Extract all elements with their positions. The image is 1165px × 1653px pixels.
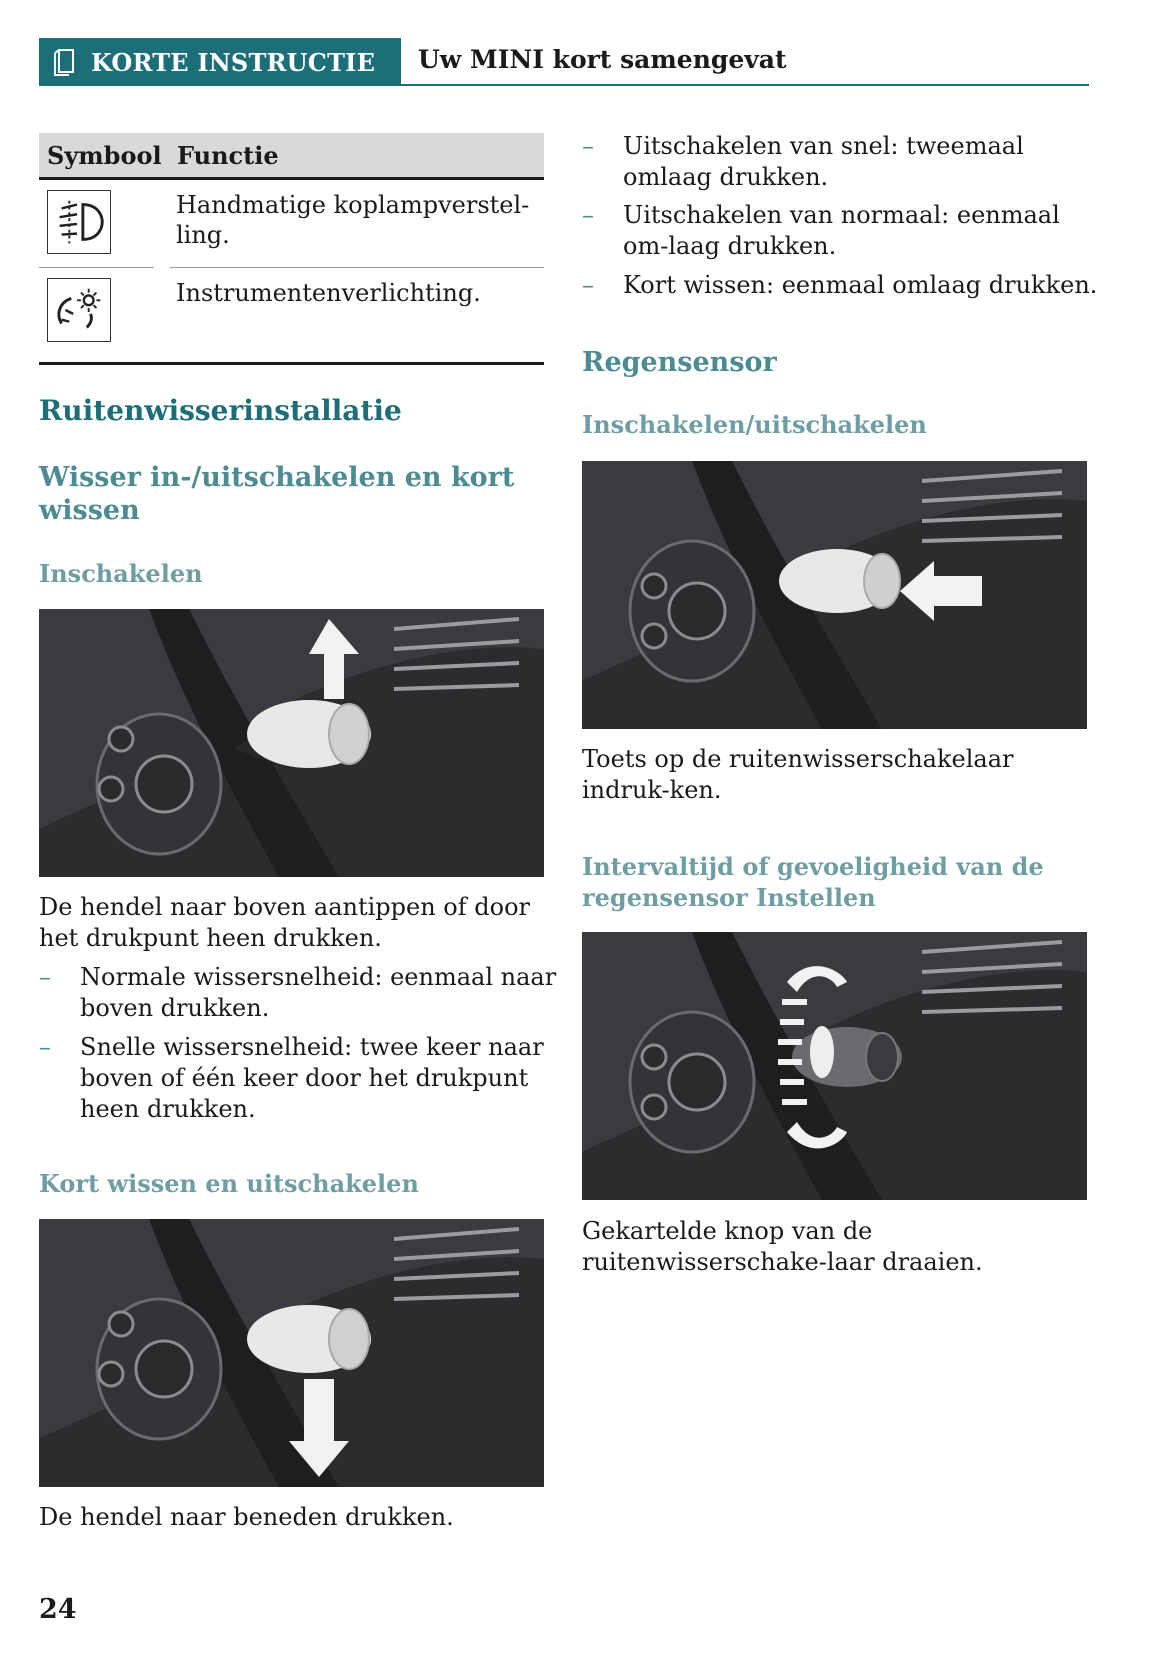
list-item: – Snelle wissersnelheid: twee keer naar boven of één keer door het drukpunt heen drukken. (39, 1033, 544, 1123)
header-subtitle: Uw MINI kort samengevat (418, 45, 787, 74)
header-tab (39, 38, 401, 86)
bullet-dash: – (39, 1033, 51, 1061)
bullet-dash: – (582, 201, 594, 229)
table-row (39, 180, 544, 268)
col-function-header: Functie (177, 140, 279, 170)
headlight-range-icon (47, 190, 111, 254)
photo-wiper-button-press (582, 461, 1087, 729)
function-text: Instrumentenverlichting. (176, 279, 481, 307)
photo-wiper-lever-down (39, 1219, 544, 1487)
section-title: Ruitenwisserinstallatie (39, 394, 402, 427)
regensensor-title: Regensensor (582, 347, 777, 378)
list-item: – Uitschakelen van normaal: eenmaal om-laag drukken. (582, 201, 1060, 260)
photo-wiper-lever-up (39, 609, 544, 877)
heading-inschakelen: Inschakelen (39, 559, 203, 588)
heading-intervaltijd: Intervaltijd of gevoeligheid van de regensensor Instellen (582, 852, 1044, 912)
subsection-title: Wisser in-/uitschakelen en kort wissen (39, 462, 515, 526)
heading-kort-wissen: Kort wissen en uitschakelen (39, 1169, 419, 1198)
bullet-dash: – (582, 132, 594, 160)
heading-inschakelen-uitschakelen: Inschakelen/uitschakelen (582, 410, 927, 439)
bullet-dash: – (39, 963, 51, 991)
instrument-lighting-icon (47, 278, 111, 342)
table-row (39, 268, 544, 356)
intervaltijd-text: Gekartelde knop van de ruitenwisserschake-laar draaien. (582, 1217, 983, 1276)
kort-wissen-paragraph: De hendel naar beneden drukken. (39, 1503, 454, 1531)
col-symbol-header: Symbool (47, 140, 162, 170)
header-rule (401, 84, 1089, 86)
inschakelen-uitschakelen-text: Toets op de ruitenwisserschakelaar indruk-ken. (582, 745, 1014, 804)
photo-wiper-knob-rotate (582, 932, 1087, 1200)
list-item: – Kort wissen: eenmaal omlaag drukken. (582, 271, 1098, 299)
function-text: Handmatige koplampverstel-ling. (176, 191, 530, 249)
inschakelen-paragraph: De hendel naar boven aantippen of door het drukpunt heen drukken. (39, 893, 531, 952)
table-header (39, 133, 544, 180)
bullet-dash: – (582, 271, 594, 299)
page-number: 24 (39, 1594, 77, 1625)
book-icon (53, 48, 75, 76)
header-tab-label: KORTE INSTRUCTIE (91, 47, 376, 77)
symbol-table (39, 133, 544, 365)
list-item: – Uitschakelen van snel: tweemaal omlaag drukken. (582, 132, 1024, 191)
table-bottom-rule (39, 362, 544, 365)
list-item: – Normale wissersnelheid: eenmaal naar boven drukken. (39, 963, 557, 1022)
